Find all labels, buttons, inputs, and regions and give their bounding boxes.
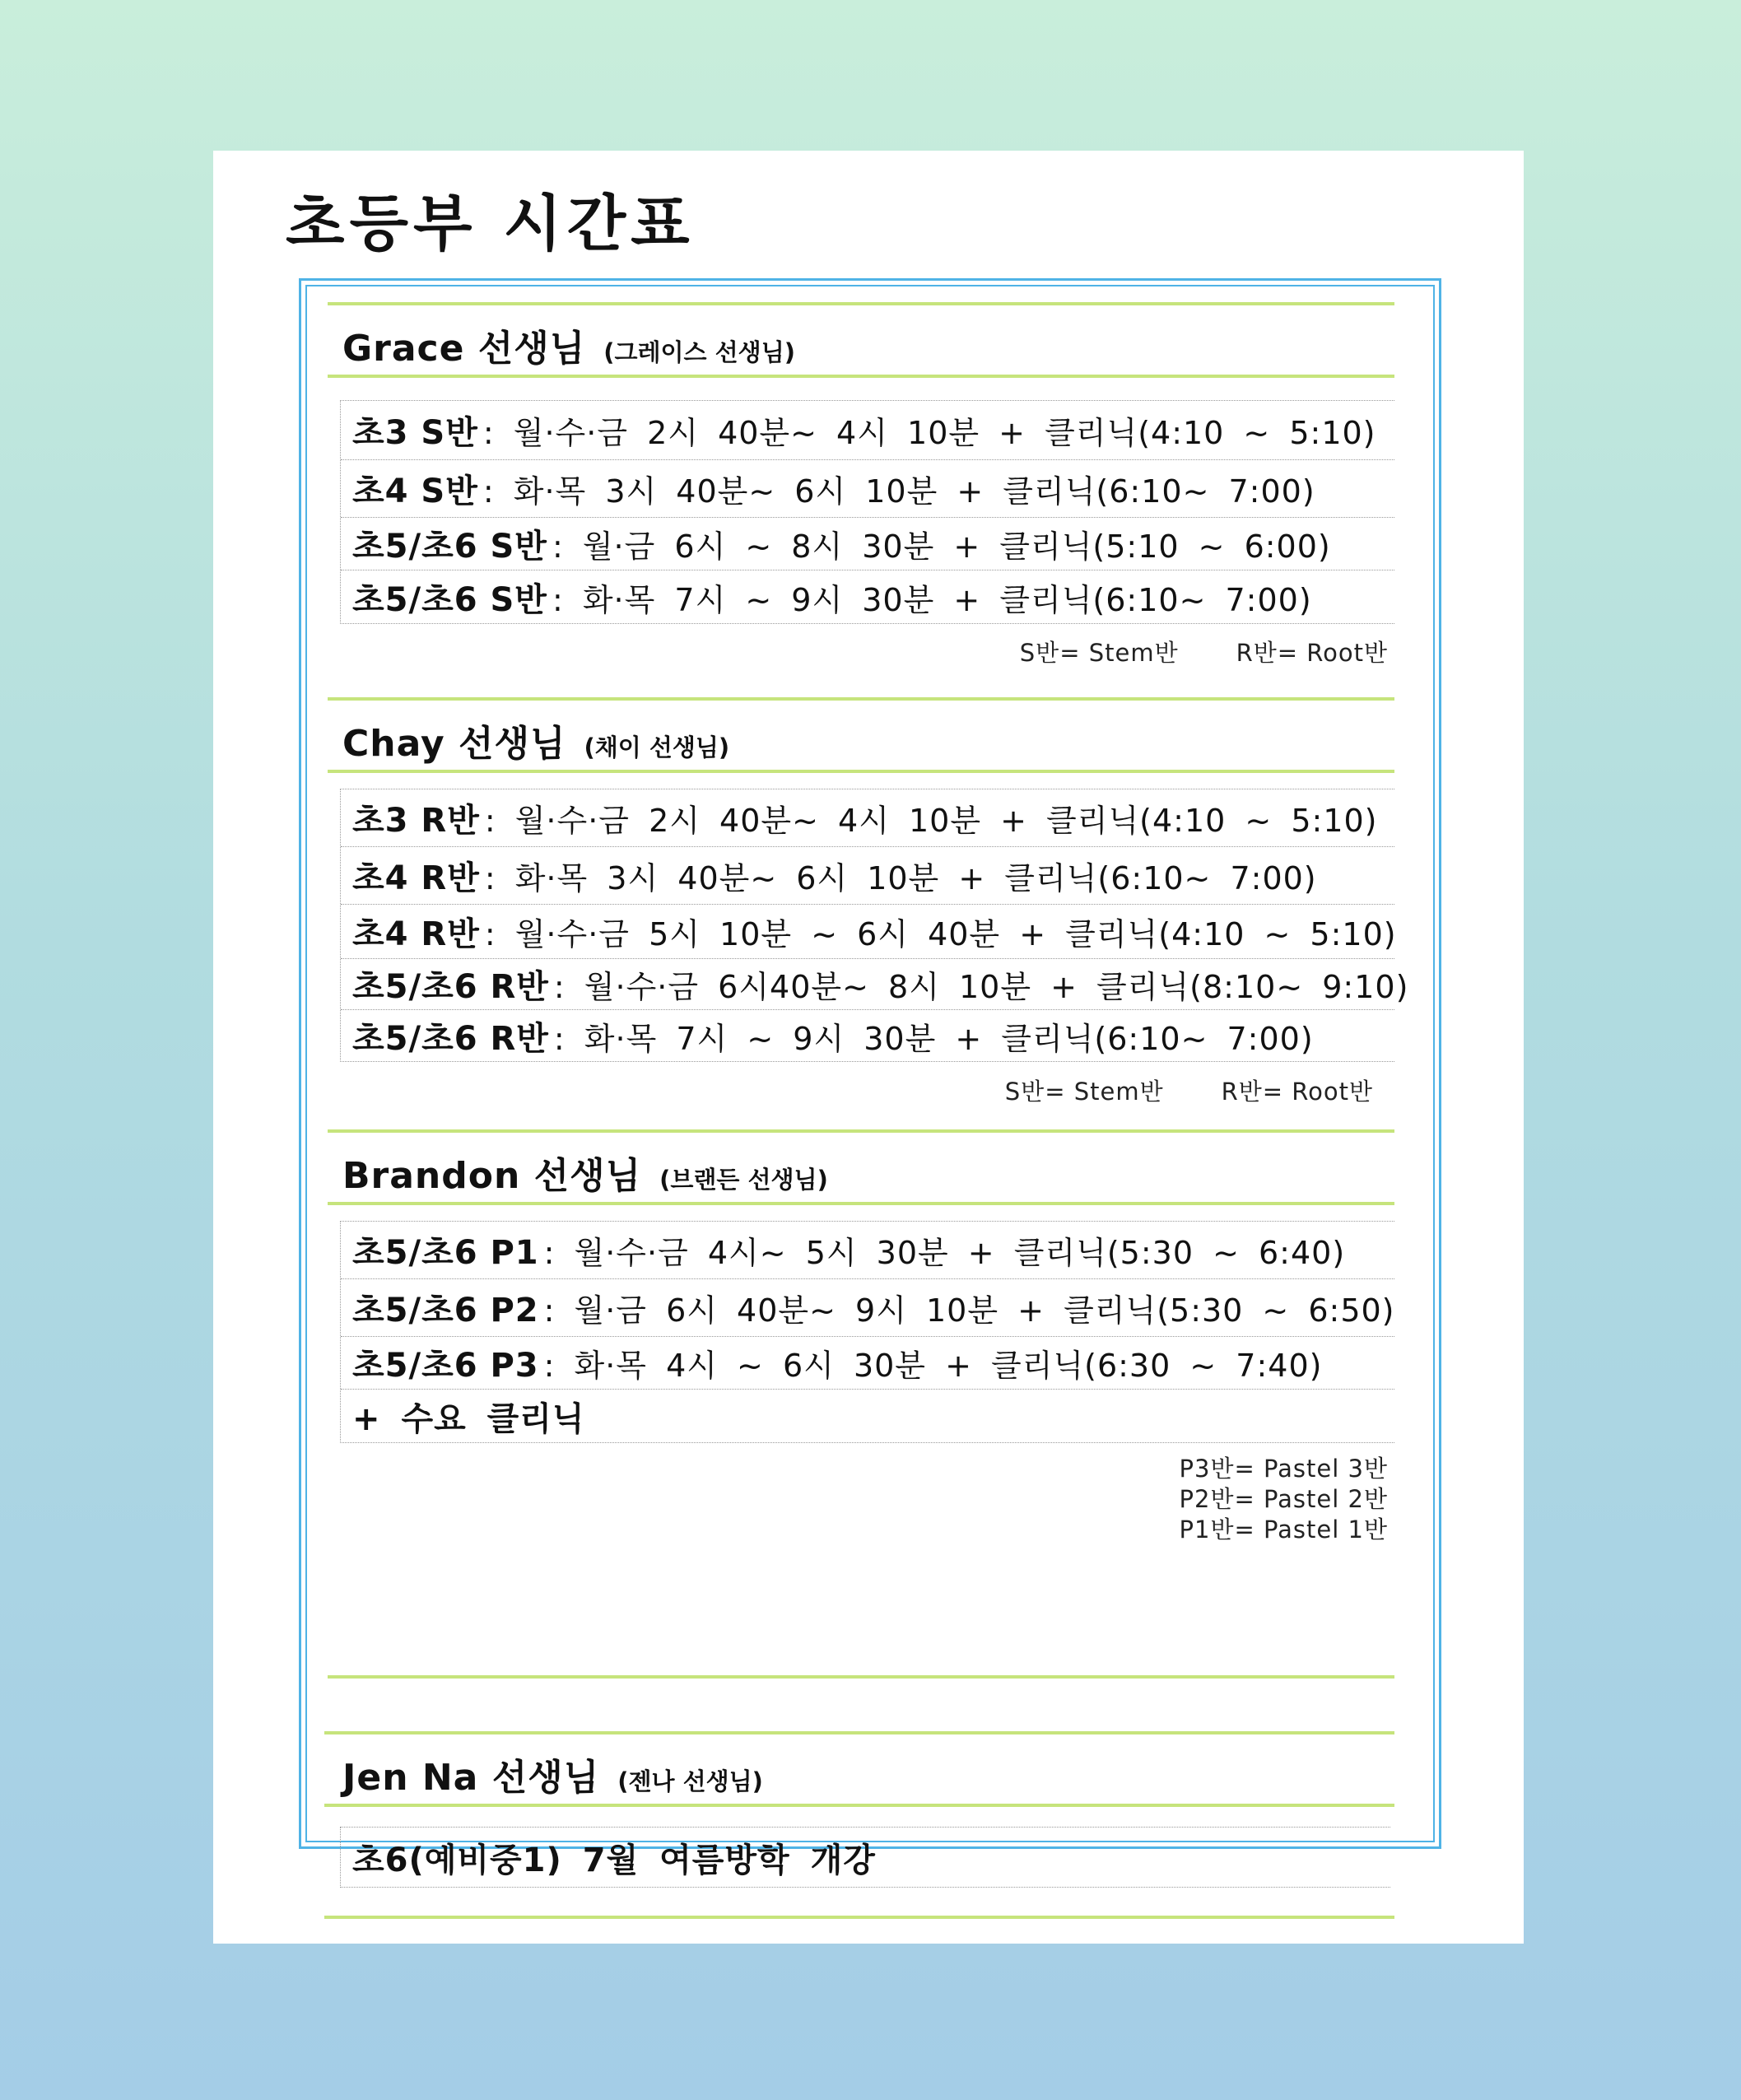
teacher-name: Brandon 선생님 [342, 1155, 642, 1197]
teacher-heading-grace [342, 319, 795, 371]
class-row [341, 959, 1409, 1010]
class-list-jenna [340, 1827, 1390, 1888]
schedule-frame [299, 278, 1441, 1879]
class-row [341, 518, 1394, 570]
class-schedule: : 월·수·금 5시 10분 ~ 6시 40분 + 클리닉(4:10 ~ 5:10) [484, 916, 1397, 952]
class-name: 초5/초6 R반 [352, 1019, 549, 1058]
class-schedule: : 화·목 7시 ~ 9시 30분 + 클리닉(6:10~ 7:00) [553, 1020, 1314, 1057]
class-name: 초5/초6 S반 [352, 580, 547, 619]
section-divider [328, 770, 1394, 773]
section-divider [328, 375, 1394, 378]
class-list-grace [340, 400, 1394, 624]
class-schedule: : 월·금 6시 ~ 8시 30분 + 클리닉(5:10 ~ 6:00) [552, 528, 1331, 565]
class-schedule: : 월·수·금 2시 40분~ 4시 10분 + 클리닉(4:10 ~ 5:10) [482, 415, 1376, 451]
legend-item: R반= Root반 [1236, 639, 1388, 667]
class-list-brandon [340, 1221, 1394, 1443]
class-name: 초5/초6 P3 [352, 1347, 539, 1385]
teacher-heading-jenna [342, 1748, 763, 1800]
class-name: 초5/초6 P2 [352, 1292, 539, 1329]
class-schedule: : 화·목 4시 ~ 6시 30분 + 클리닉(6:30 ~ 7:40) [543, 1348, 1323, 1384]
section-divider [328, 1675, 1394, 1679]
class-name: 초3 R반 [352, 802, 480, 840]
class-name: 초5/초6 S반 [352, 528, 547, 566]
teacher-name: Grace 선생님 [342, 328, 586, 370]
class-row [341, 1010, 1394, 1061]
legend-item: S반= Stem반 [1004, 1078, 1164, 1106]
class-schedule: : 월·수·금 2시 40분~ 4시 10분 + 클리닉(4:10 ~ 5:10) [484, 803, 1378, 839]
class-name: 초5/초6 P1 [352, 1234, 539, 1272]
class-row: 초6(예비중1) 7월 여름방학 개강 [352, 1841, 876, 1879]
class-name: 초4 R반 [352, 859, 480, 897]
teacher-name-korean: (젠나 선생님) [617, 1767, 763, 1795]
teacher-name-korean: (채이 선생님) [584, 733, 730, 761]
section-divider [324, 1916, 1394, 1919]
section-divider [328, 302, 1394, 305]
class-schedule: : 월·수·금 6시40분~ 8시 10분 + 클리닉(8:10~ 9:10) [553, 969, 1409, 1005]
teacher-heading-chay [342, 714, 729, 766]
class-schedule: : 화·목 7시 ~ 9시 30분 + 클리닉(6:10~ 7:00) [552, 581, 1312, 618]
class-legend [1005, 1073, 1373, 1107]
teacher-heading-brandon [342, 1146, 828, 1199]
class-schedule: : 화·목 3시 40분~ 6시 10분 + 클리닉(6:10~ 7:00) [484, 860, 1317, 896]
clinic-row: + 수요 클리닉 [352, 1399, 585, 1438]
section-divider [324, 1804, 1394, 1807]
class-schedule: : 월·금 6시 40분~ 9시 10분 + 클리닉(5:30 ~ 6:50) [543, 1292, 1395, 1329]
class-row [341, 847, 1394, 905]
class-name: 초4 S반 [352, 473, 478, 510]
class-schedule: : 화·목 3시 40분~ 6시 10분 + 클리닉(6:10~ 7:00) [482, 473, 1315, 510]
legend-item: P2반= Pastel 2반 [1179, 1485, 1388, 1513]
class-legend [1180, 1454, 1389, 1545]
section-divider [328, 1129, 1394, 1133]
section-divider [328, 1202, 1394, 1205]
teacher-name: Jen Na 선생님 [342, 1757, 600, 1799]
teacher-name-korean: (그레이스 선생님) [603, 338, 795, 366]
class-row [341, 460, 1394, 518]
section-divider [328, 697, 1394, 701]
section-divider [324, 1731, 1394, 1734]
class-row [341, 905, 1397, 959]
legend-item: P1반= Pastel 1반 [1179, 1516, 1388, 1544]
class-row [341, 1222, 1394, 1279]
legend-item: P3반= Pastel 3반 [1179, 1455, 1388, 1483]
class-row [341, 570, 1394, 623]
teacher-name-korean: (브랜든 선생님) [659, 1166, 828, 1194]
class-row [341, 789, 1394, 847]
teacher-name: Chay 선생님 [342, 723, 566, 765]
legend-item: S반= Stem반 [1019, 639, 1179, 667]
class-name: 초5/초6 R반 [352, 968, 549, 1006]
class-schedule: : 월·수·금 4시~ 5시 30분 + 클리닉(5:30 ~ 6:40) [543, 1235, 1346, 1271]
class-name: 초4 R반 [352, 915, 480, 953]
class-row [341, 401, 1394, 460]
class-list-chay [340, 789, 1409, 1062]
class-legend [1020, 635, 1388, 668]
page-title: 초등부 시간표 [286, 189, 695, 259]
class-row [341, 1279, 1394, 1337]
schedule-sheet [213, 151, 1524, 1944]
legend-item: R반= Root반 [1221, 1078, 1373, 1106]
class-name: 초3 S반 [352, 414, 478, 452]
class-row [341, 1337, 1394, 1390]
